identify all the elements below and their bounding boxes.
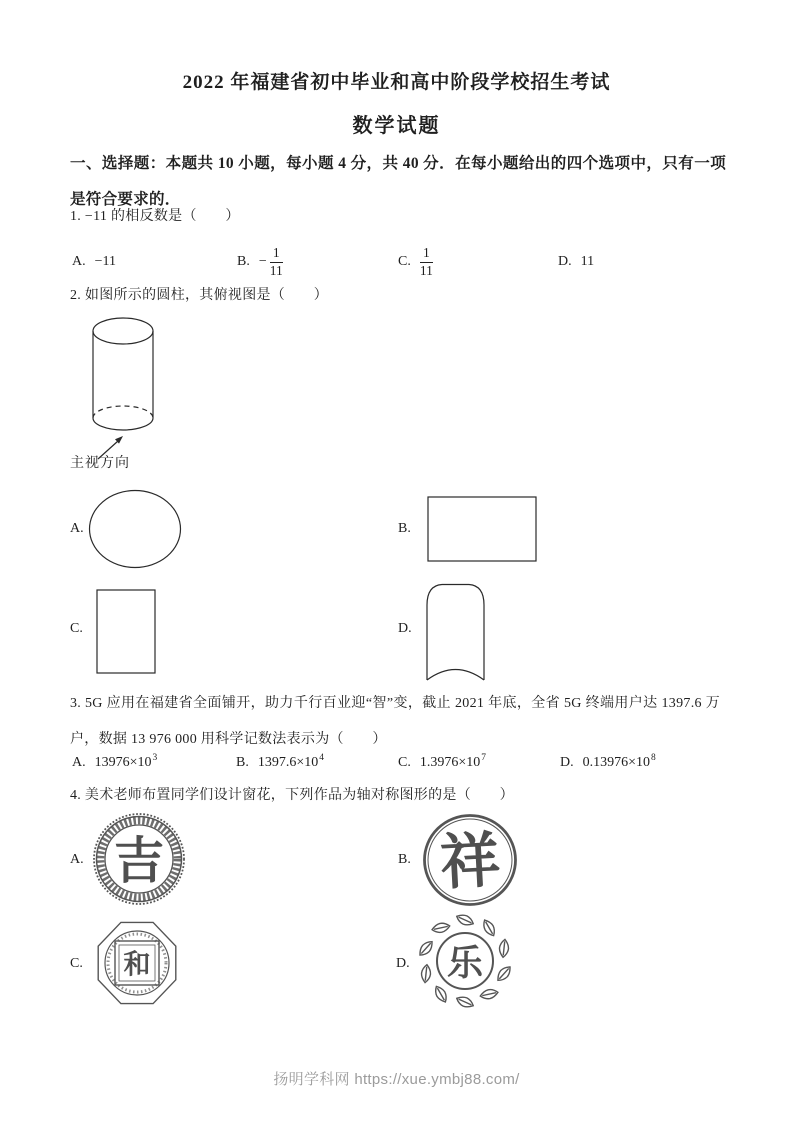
q1-option-a <box>72 236 116 288</box>
q2-option-c-label: C. <box>70 621 83 636</box>
cylinder-bottom-front-arc <box>93 418 153 430</box>
question-2-text: 2. 如图所示的圆柱，其俯视图是（ ） <box>70 288 328 303</box>
question-3-options <box>70 750 750 776</box>
q1-option-c-numerator: 1 <box>420 246 433 263</box>
q2-option-c-rectangle <box>96 589 156 674</box>
exam-subtitle: 数学试题 <box>352 115 441 137</box>
cylinder-figure <box>70 312 180 462</box>
q4-option-a-label: A. <box>70 852 84 867</box>
q4-option-b-character: 祥 <box>438 827 502 897</box>
q4-option-c-label: C. <box>70 956 83 971</box>
q4-option-a-papercut-ji <box>93 812 185 906</box>
q1-option-c-fraction <box>420 246 433 279</box>
domed-rectangle-outline <box>427 585 484 681</box>
q2-option-b-label: B. <box>398 521 411 536</box>
question-1-text: 1. −11 的相反数是（ ） <box>70 209 240 224</box>
question-3-text: 3. 5G 应用在福建省全面铺开，助力千行百业迎“智”变，截止 2021 年底，全省 5G 终端用户达 1397.6 万户，数据 13 976 000 用科学记数法表示为（ ） <box>70 696 720 747</box>
question-4-text: 4. 美术老师布置同学们设计窗花，下列作品为轴对称图形的是（ ） <box>70 788 514 803</box>
q3-option-c-label: C. <box>398 755 411 770</box>
q3-option-a <box>72 750 157 776</box>
q3-option-b-value: $1397.6\times 10^4$ <box>257 753 324 770</box>
q1-option-d-label: D. <box>558 254 572 269</box>
q3-option-d-label: D. <box>560 755 574 770</box>
q3-option-d-exponent: 8 <box>651 753 656 764</box>
q2-option-d-label: D. <box>398 621 412 636</box>
q1-option-d-value: 11 <box>580 254 595 269</box>
q1-option-b-label: B. <box>237 254 250 269</box>
q1-option-b-sign: − <box>258 254 267 269</box>
q2-option-a-label: A. <box>70 521 84 536</box>
q3-option-d-value: $0.13976\times 10^8$ <box>582 753 656 770</box>
q2-option-a-circle <box>88 489 182 569</box>
section-1-header: 一、选择题：本题共 10 小题，每小题 4 分，共 40 分．在每小题给出的四个选项中，只有一项是符合要求的． <box>70 155 726 208</box>
q1-option-b-fraction <box>270 246 283 279</box>
q1-option-c <box>398 236 433 288</box>
q1-option-b-denominator: 11 <box>269 262 283 278</box>
q3-option-c-value: $1.3976\times 10^7$ <box>419 753 486 770</box>
q3-option-a-value: $13976\times 10^3$ <box>94 753 158 770</box>
watermark-footer: 扬明学科网 https://xue.ymbj88.com/ <box>273 1071 520 1088</box>
q3-option-a-label: A. <box>72 755 86 770</box>
q3-option-d <box>560 750 656 776</box>
q1-option-b <box>237 236 283 288</box>
q3-option-c-exponent: 7 <box>481 753 486 764</box>
q4-option-c-papercut-he <box>93 917 181 1009</box>
q1-option-b-numerator: 1 <box>270 246 283 263</box>
q1-option-a-label: A. <box>72 254 86 269</box>
q3-option-b <box>236 750 324 776</box>
q1-option-a-value: −11 <box>94 254 117 269</box>
q4-option-b-papercut-xiang <box>422 813 518 907</box>
q4-option-a-character: 吉 <box>114 833 164 889</box>
q2-option-d-cylinder-front-shape <box>426 583 486 682</box>
q3-option-c <box>398 750 486 776</box>
cylinder-top-ellipse <box>93 318 153 344</box>
q3-option-a-exponent: 3 <box>152 753 158 764</box>
curved-bottom-arc <box>427 670 484 681</box>
q2-option-b-rectangle <box>427 496 537 562</box>
q3-option-b-label: B. <box>236 755 249 770</box>
q4-option-d-papercut-le <box>417 903 513 1019</box>
q1-option-c-denominator: 11 <box>419 262 433 278</box>
q1-option-d <box>558 236 594 288</box>
q4-option-d-label: D. <box>396 956 410 971</box>
cylinder-bottom-back-arc <box>93 406 153 418</box>
exam-title: 2022 年福建省初中毕业和高中阶段学校招生考试 <box>182 72 611 93</box>
q2-figure-caption: 主视方向 <box>70 456 130 471</box>
q3-option-b-exponent: 4 <box>319 753 324 764</box>
q4-option-b-label: B. <box>398 852 411 867</box>
q4-option-d-character: 乐 <box>446 943 484 983</box>
q1-option-c-label: C. <box>398 254 411 269</box>
q4-option-c-character: 和 <box>123 949 151 980</box>
question-1-options <box>70 236 750 288</box>
